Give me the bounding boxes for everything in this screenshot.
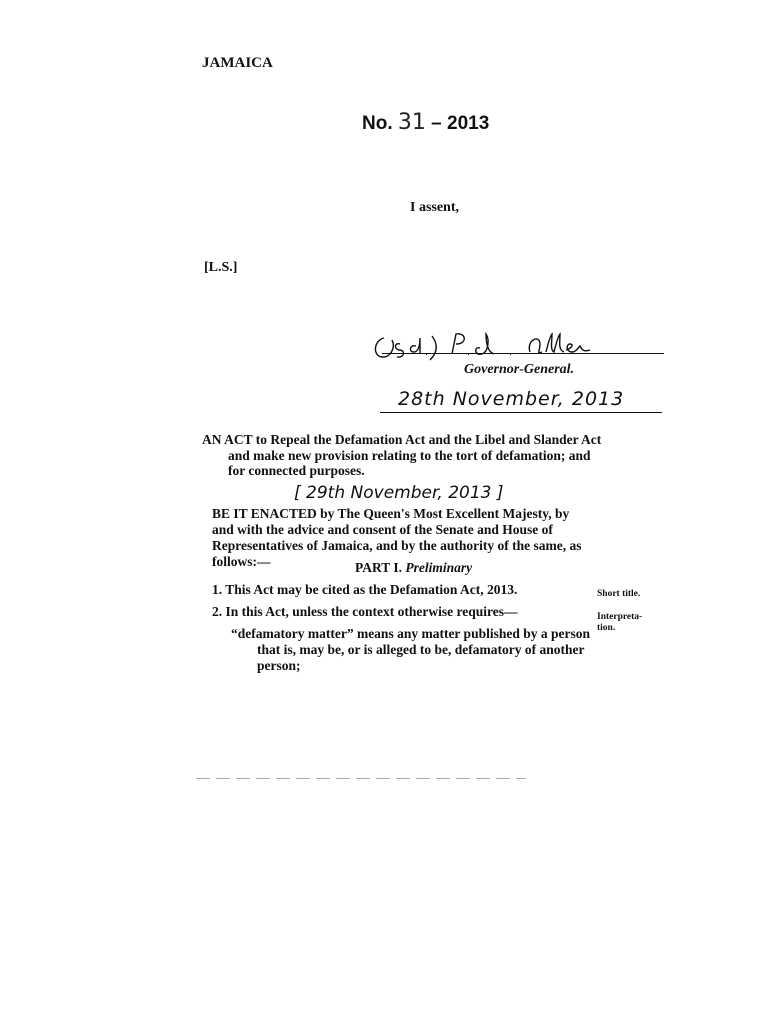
part-title: Preliminary xyxy=(405,560,473,575)
section-text: In this Act, unless the context otherwise requires— xyxy=(225,604,518,619)
act-number-prefix: No. xyxy=(362,113,393,134)
assent-text: I assent, xyxy=(410,200,460,215)
part-label: PART I. xyxy=(355,560,403,575)
signatory-title: Governor-General. xyxy=(464,362,575,377)
margin-note-interpretation: Interpreta- tion. xyxy=(597,612,643,633)
section-number: 1. xyxy=(212,582,223,597)
section-2 xyxy=(212,604,518,620)
long-title-first-line: AN ACT to Repeal the Defamation Act and the Libel and Slander Act xyxy=(202,432,602,447)
act-number xyxy=(362,110,489,135)
margin-note-short-title: Short title. xyxy=(597,589,641,599)
part-heading xyxy=(355,560,472,576)
act-number-year: – 2013 xyxy=(431,113,490,134)
act-number-handwritten: 31 xyxy=(397,110,426,135)
definition-first-line: “defamatory matter” means any matter published by a person xyxy=(231,626,590,641)
scan-artifact-rule xyxy=(196,778,526,779)
signature-line xyxy=(382,353,664,354)
assent-date-handwritten: 28th November, 2013 xyxy=(398,388,625,410)
enacting-formula-text: BE IT ENACTED by The Queen's Most Excellent Majesty, by and with the advice and consent of the Senate and House of Representatives of Jamaica, and by the authority of the same, as follows:— xyxy=(212,506,582,569)
commencement-date-handwritten: [ 29th November, 2013 ] xyxy=(294,483,504,503)
long-title xyxy=(202,432,602,479)
section-1 xyxy=(212,582,517,598)
section-number: 2. xyxy=(212,604,223,619)
long-title-rest: and make new provision relating to the tort of defamation; and for connected purposes. xyxy=(228,447,591,478)
assent-date-line xyxy=(380,412,662,413)
definition-continuation: that is, may be, or is alleged to be, defamatory of another person; xyxy=(257,642,585,673)
definition-defamatory-matter xyxy=(231,626,599,674)
seal-mark: [L.S.] xyxy=(204,260,238,275)
governor-general-signature xyxy=(370,330,610,364)
section-text: This Act may be cited as the Defamation Act, 2013. xyxy=(225,582,518,597)
country-heading: JAMAICA xyxy=(202,55,273,71)
